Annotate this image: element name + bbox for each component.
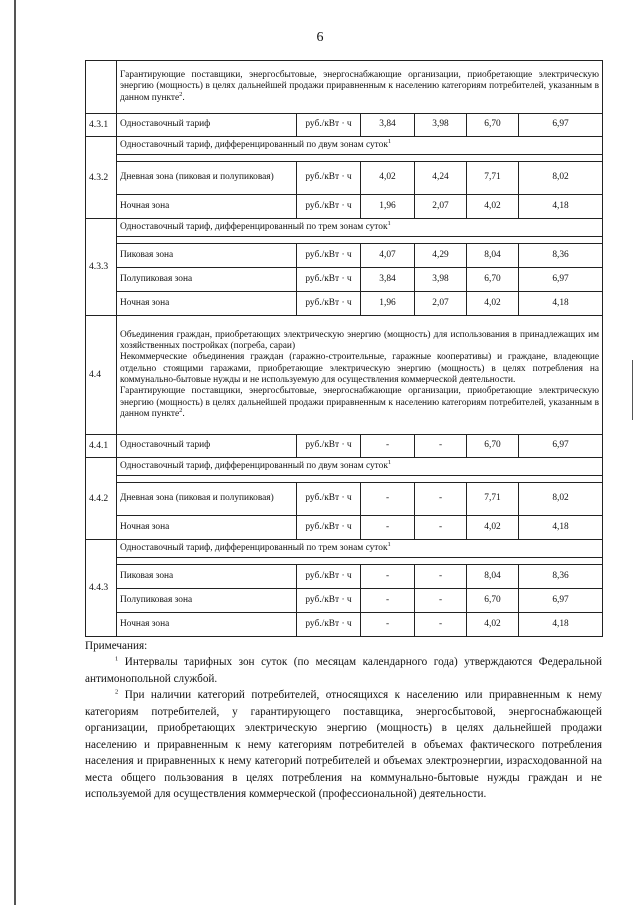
consumer-description: Гарантирующие поставщики, энергосбытовые, энергоснабжающие организации, приобретающие электрическую энергию (мощность) в целях дальнейшей продажи приравненным к населению категориям потребителей, указанным в данном пункте$^2$. <box>117 61 603 114</box>
footnote-2: $^2$ При наличии категорий потребителей, относящихся к населению или приравненным к нему категориям потребителей, у гарантирующего поставщика, энергосбытовой, энергоснабжающей организации, приобретающих электрическую энергию (мощность) в целях дальнейшей продажи населению и приравненным к нему категориям потребителей в объемах фактического потребления населения и приравненных к нему категорий потребителей и объемах электроэнергии, израсходованной на места общего пользования в целях потребления на коммунально-бытовые нужды граждан и не используемой для осуществления коммерческой (профессиональной) деятельности. <box>85 688 603 801</box>
value-cell: - <box>361 565 415 589</box>
value-cell: 7,71 <box>467 483 519 516</box>
table-row <box>86 195 603 219</box>
value-cell: 7,71 <box>467 162 519 195</box>
table-row <box>86 483 603 516</box>
row-label: Ночная зона <box>117 613 297 637</box>
value-cell: - <box>415 435 467 458</box>
unit-cell: руб./кВт · ч <box>297 292 361 316</box>
unit-cell: руб./кВт · ч <box>297 162 361 195</box>
value-cell: - <box>361 613 415 637</box>
table-row <box>86 589 603 613</box>
value-cell: 6,70 <box>467 268 519 292</box>
scan-edge-left <box>14 0 16 905</box>
value-cell: 4,07 <box>361 244 415 268</box>
table-row <box>86 162 603 195</box>
row-label: Пиковая зона <box>117 244 297 268</box>
table-row <box>86 61 603 114</box>
value-cell: 1,96 <box>361 195 415 219</box>
value-cell: - <box>361 589 415 613</box>
value-cell: 4,18 <box>519 613 603 637</box>
value-cell: 3,98 <box>415 114 467 137</box>
row-label: Одноставочный тариф <box>117 435 297 458</box>
value-cell: 4,02 <box>361 162 415 195</box>
value-cell: - <box>415 483 467 516</box>
value-cell: 8,36 <box>519 244 603 268</box>
row-label: Ночная зона <box>117 195 297 219</box>
row-number: 4.4 <box>86 316 117 435</box>
value-cell: 3,84 <box>361 268 415 292</box>
footnote-1: $^1$ Интервалы тарифных зон суток (по месяцам календарного года) утверждаются Федеральной антимонопольной службой. <box>85 655 603 685</box>
unit-cell: руб./кВт · ч <box>297 114 361 137</box>
value-cell: 1,96 <box>361 292 415 316</box>
table-row <box>86 244 603 268</box>
value-cell: 6,97 <box>519 114 603 137</box>
value-cell: 4,18 <box>519 292 603 316</box>
unit-cell: руб./кВт · ч <box>297 483 361 516</box>
value-cell: 2,07 <box>415 292 467 316</box>
row-label: Дневная зона (пиковая и полупиковая) <box>117 483 297 516</box>
value-cell: 6,97 <box>519 268 603 292</box>
value-cell: 4,02 <box>467 516 519 540</box>
value-cell: 6,70 <box>467 589 519 613</box>
row-number: 4.3.3 <box>86 219 117 316</box>
row-number: 4.4.3 <box>86 540 117 637</box>
page-number: 6 <box>316 30 324 45</box>
value-cell: - <box>361 435 415 458</box>
row-label: Ночная зона <box>117 516 297 540</box>
value-cell: - <box>361 483 415 516</box>
value-cell: 8,02 <box>519 483 603 516</box>
row-title: Одноставочный тариф, дифференцированный по двум зонам суток$^1$ <box>117 458 603 476</box>
row-number: 4.3.2 <box>86 137 117 219</box>
value-cell: - <box>415 516 467 540</box>
value-cell: 8,04 <box>467 244 519 268</box>
value-cell: 4,02 <box>467 195 519 219</box>
value-cell: 4,02 <box>467 613 519 637</box>
table-row <box>86 540 603 558</box>
value-cell: 2,07 <box>415 195 467 219</box>
unit-cell: руб./кВт · ч <box>297 244 361 268</box>
row-title: Одноставочный тариф, дифференцированный по трем зонам суток$^1$ <box>117 219 603 237</box>
value-cell: 8,02 <box>519 162 603 195</box>
table-row <box>86 613 603 637</box>
row-number: 4.3.1 <box>86 114 117 137</box>
value-cell: - <box>415 565 467 589</box>
tariff-table <box>85 60 603 637</box>
consumer-description: Объединения граждан, приобретающих электрическую энергию (мощность) для использования в принадлежащих им хозяйственных постройках (погреба, сараи) Некоммерческие объединения граждан (гаражно-строительные, гаражные кооперативы) и граждане, владеющие отдельно стоящими гаражами, приобретающие электрическую энергию (мощность) в целях потребления на коммунально-бытовые нужды и не используемую для осуществления коммерческой деятельности. Гарантирующие поставщики, энергосбытовые, энергоснабжающие организации, приобретающие электрическую энергию (мощность) в целях дальнейшей продажи приравненным к населению категориям потребителей, указанным в данном пункте$^2$. <box>117 316 603 435</box>
value-cell: 3,84 <box>361 114 415 137</box>
value-cell: 6,97 <box>519 435 603 458</box>
table-row <box>86 316 603 435</box>
value-cell: 4,02 <box>467 292 519 316</box>
row-number: 4.4.2 <box>86 458 117 540</box>
table-row <box>86 114 603 137</box>
table-row <box>86 458 603 476</box>
table-row <box>86 435 603 458</box>
value-cell: - <box>415 589 467 613</box>
unit-cell: руб./кВт · ч <box>297 268 361 292</box>
row-label: Полупиковая зона <box>117 589 297 613</box>
value-cell: 4,18 <box>519 516 603 540</box>
row-label: Полупиковая зона <box>117 268 297 292</box>
row-label: Дневная зона (пиковая и полупиковая) <box>117 162 297 195</box>
table-row <box>86 516 603 540</box>
value-cell: 6,70 <box>467 435 519 458</box>
row-label: Ночная зона <box>117 292 297 316</box>
table-row <box>86 268 603 292</box>
value-cell: 8,36 <box>519 565 603 589</box>
table-row <box>86 219 603 237</box>
value-cell: 6,97 <box>519 589 603 613</box>
row-title: Одноставочный тариф, дифференцированный по трем зонам суток$^1$ <box>117 540 603 558</box>
table-row <box>86 292 603 316</box>
value-cell: 6,70 <box>467 114 519 137</box>
value-cell: 8,04 <box>467 565 519 589</box>
row-title: Одноставочный тариф, дифференцированный по двум зонам суток$^1$ <box>117 137 603 155</box>
unit-cell: руб./кВт · ч <box>297 435 361 458</box>
row-label: Пиковая зона <box>117 565 297 589</box>
table-row <box>86 137 603 155</box>
unit-cell: руб./кВт · ч <box>297 195 361 219</box>
value-cell: 4,24 <box>415 162 467 195</box>
unit-cell: руб./кВт · ч <box>297 613 361 637</box>
value-cell: 4,29 <box>415 244 467 268</box>
table-row <box>86 565 603 589</box>
notes-heading: Примечания: <box>85 640 148 652</box>
notes-section <box>85 638 602 803</box>
unit-cell: руб./кВт · ч <box>297 589 361 613</box>
unit-cell: руб./кВт · ч <box>297 565 361 589</box>
scan-edge-right <box>632 360 633 420</box>
row-number: 4.4.1 <box>86 435 117 458</box>
value-cell: - <box>361 516 415 540</box>
value-cell: 4,18 <box>519 195 603 219</box>
value-cell: 3,98 <box>415 268 467 292</box>
unit-cell: руб./кВт · ч <box>297 516 361 540</box>
value-cell: - <box>415 613 467 637</box>
row-label: Одноставочный тариф <box>117 114 297 137</box>
